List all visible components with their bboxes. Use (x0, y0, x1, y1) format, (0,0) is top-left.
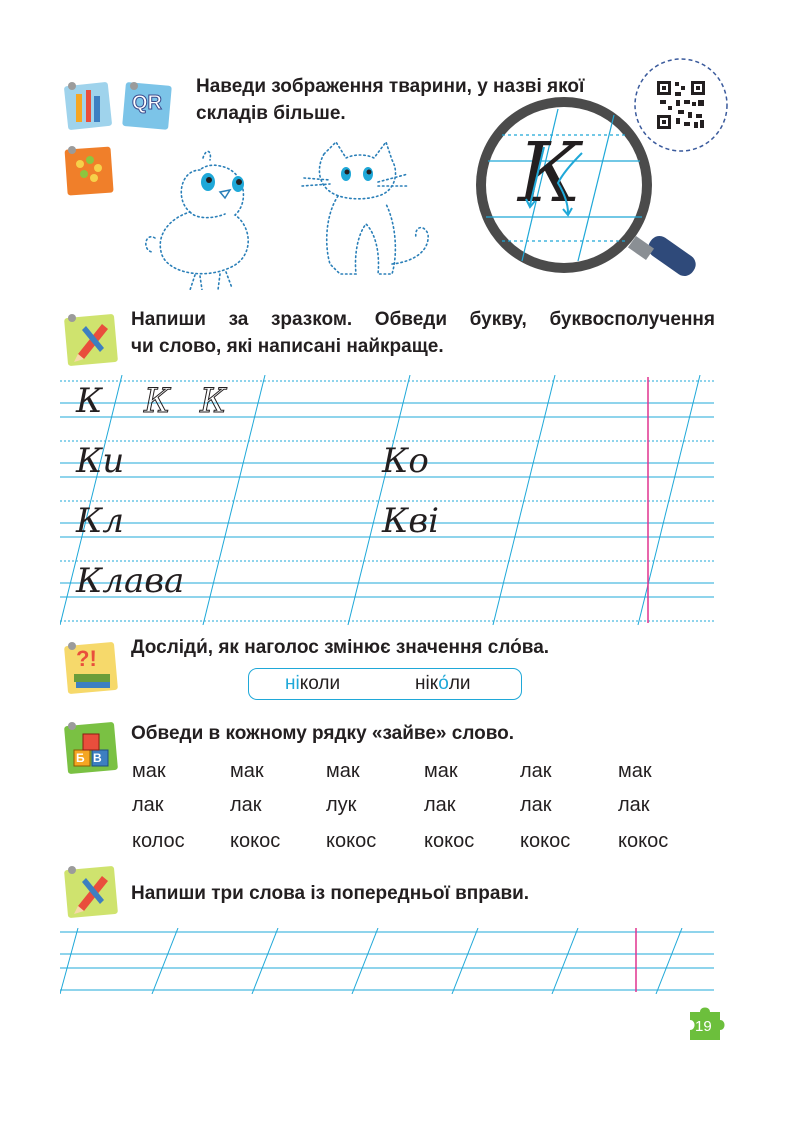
word-r3-c5[interactable]: кокос (520, 830, 571, 852)
magnifier-letter: К (518, 126, 582, 221)
word-nikoly-1-stressed: ні (285, 673, 300, 694)
cat-outline-image[interactable] (296, 134, 436, 284)
task4-blocks-icon (62, 716, 122, 776)
sample-klava: Клава (76, 561, 185, 601)
chick-outline-image[interactable] (140, 140, 270, 290)
word-r1-c3[interactable]: мак (326, 760, 360, 782)
word-r3-c1[interactable]: колос (132, 830, 185, 852)
writing-lines-answer[interactable] (60, 928, 714, 994)
task1-qr-badge-icon (120, 78, 176, 132)
word-grid (132, 760, 712, 860)
task1-instruction-line1: Наведи зображення тварини, у назві якої (196, 76, 585, 97)
word-r2-c6[interactable]: лак (618, 794, 650, 816)
page-number: 19 (695, 1018, 712, 1035)
task3-icon-label: ?! (76, 646, 97, 671)
task4-icon-label: Б В (76, 751, 102, 765)
word-r1-c1[interactable]: мак (132, 760, 166, 782)
word-r2-c3[interactable]: лук (326, 794, 357, 816)
qr-badge-label: QR (132, 92, 162, 114)
sample-kl: Кл (76, 501, 124, 541)
task4-instruction: Обведи в кожному рядку «зайве» слово. (131, 723, 515, 744)
task5-instruction: Напиши три слова із попередньої вправи. (131, 883, 530, 904)
sample-k-2-dotted[interactable]: К (144, 381, 171, 421)
word-nikoly-2-stressed: о́ (438, 673, 449, 694)
word-r3-c2[interactable]: кокос (230, 830, 281, 852)
page-number-badge (686, 1006, 732, 1046)
word-nikoly-2-end: ли (448, 673, 471, 694)
sample-ko: Ко (382, 441, 429, 481)
word-r1-c6[interactable]: мак (618, 760, 652, 782)
word-r2-c4[interactable]: лак (424, 794, 456, 816)
task3-book-icon (62, 636, 122, 696)
word-r2-c1[interactable]: лак (132, 794, 164, 816)
word-r3-c4[interactable]: кокос (424, 830, 475, 852)
word-r1-c2[interactable]: мак (230, 760, 264, 782)
word-nikoly-2[interactable] (415, 673, 471, 695)
word-r3-c6[interactable]: кокос (618, 830, 669, 852)
word-r1-c4[interactable]: мак (424, 760, 458, 782)
task2-instruction-line1: Напиши за зразком. Обведи букву, буквосполучення (131, 309, 715, 330)
writing-lines-main[interactable] (60, 375, 714, 625)
task1-dots-icon (62, 142, 118, 198)
task2-instruction (131, 306, 715, 360)
task1-instruction-line2: складів більше. (196, 103, 346, 124)
sample-kvi: Кві (382, 501, 439, 541)
word-r1-c5[interactable]: лак (520, 760, 552, 782)
word-r2-c5[interactable]: лак (520, 794, 552, 816)
stress-words-box (248, 668, 522, 700)
task1-paint-icon (62, 78, 114, 132)
word-nikoly-1-rest: коли (299, 673, 341, 694)
word-nikoly-1[interactable] (285, 673, 340, 695)
word-r2-c2[interactable]: лак (230, 794, 262, 816)
task2-instruction-line2: чи слово, які написані найкраще. (131, 336, 444, 357)
magnifier-image (462, 95, 704, 300)
sample-k-3-dotted[interactable]: К (200, 381, 227, 421)
task5-pencil-icon (62, 860, 122, 920)
word-r3-c3[interactable]: кокос (326, 830, 377, 852)
sample-ky: Ки (76, 441, 125, 481)
task3-instruction: Досліди́, як наголос змінює значення сло́ва. (131, 637, 550, 658)
sample-k-1: К (76, 381, 103, 421)
word-nikoly-2-start: нік (415, 673, 439, 694)
task2-pencil-icon (62, 308, 122, 368)
